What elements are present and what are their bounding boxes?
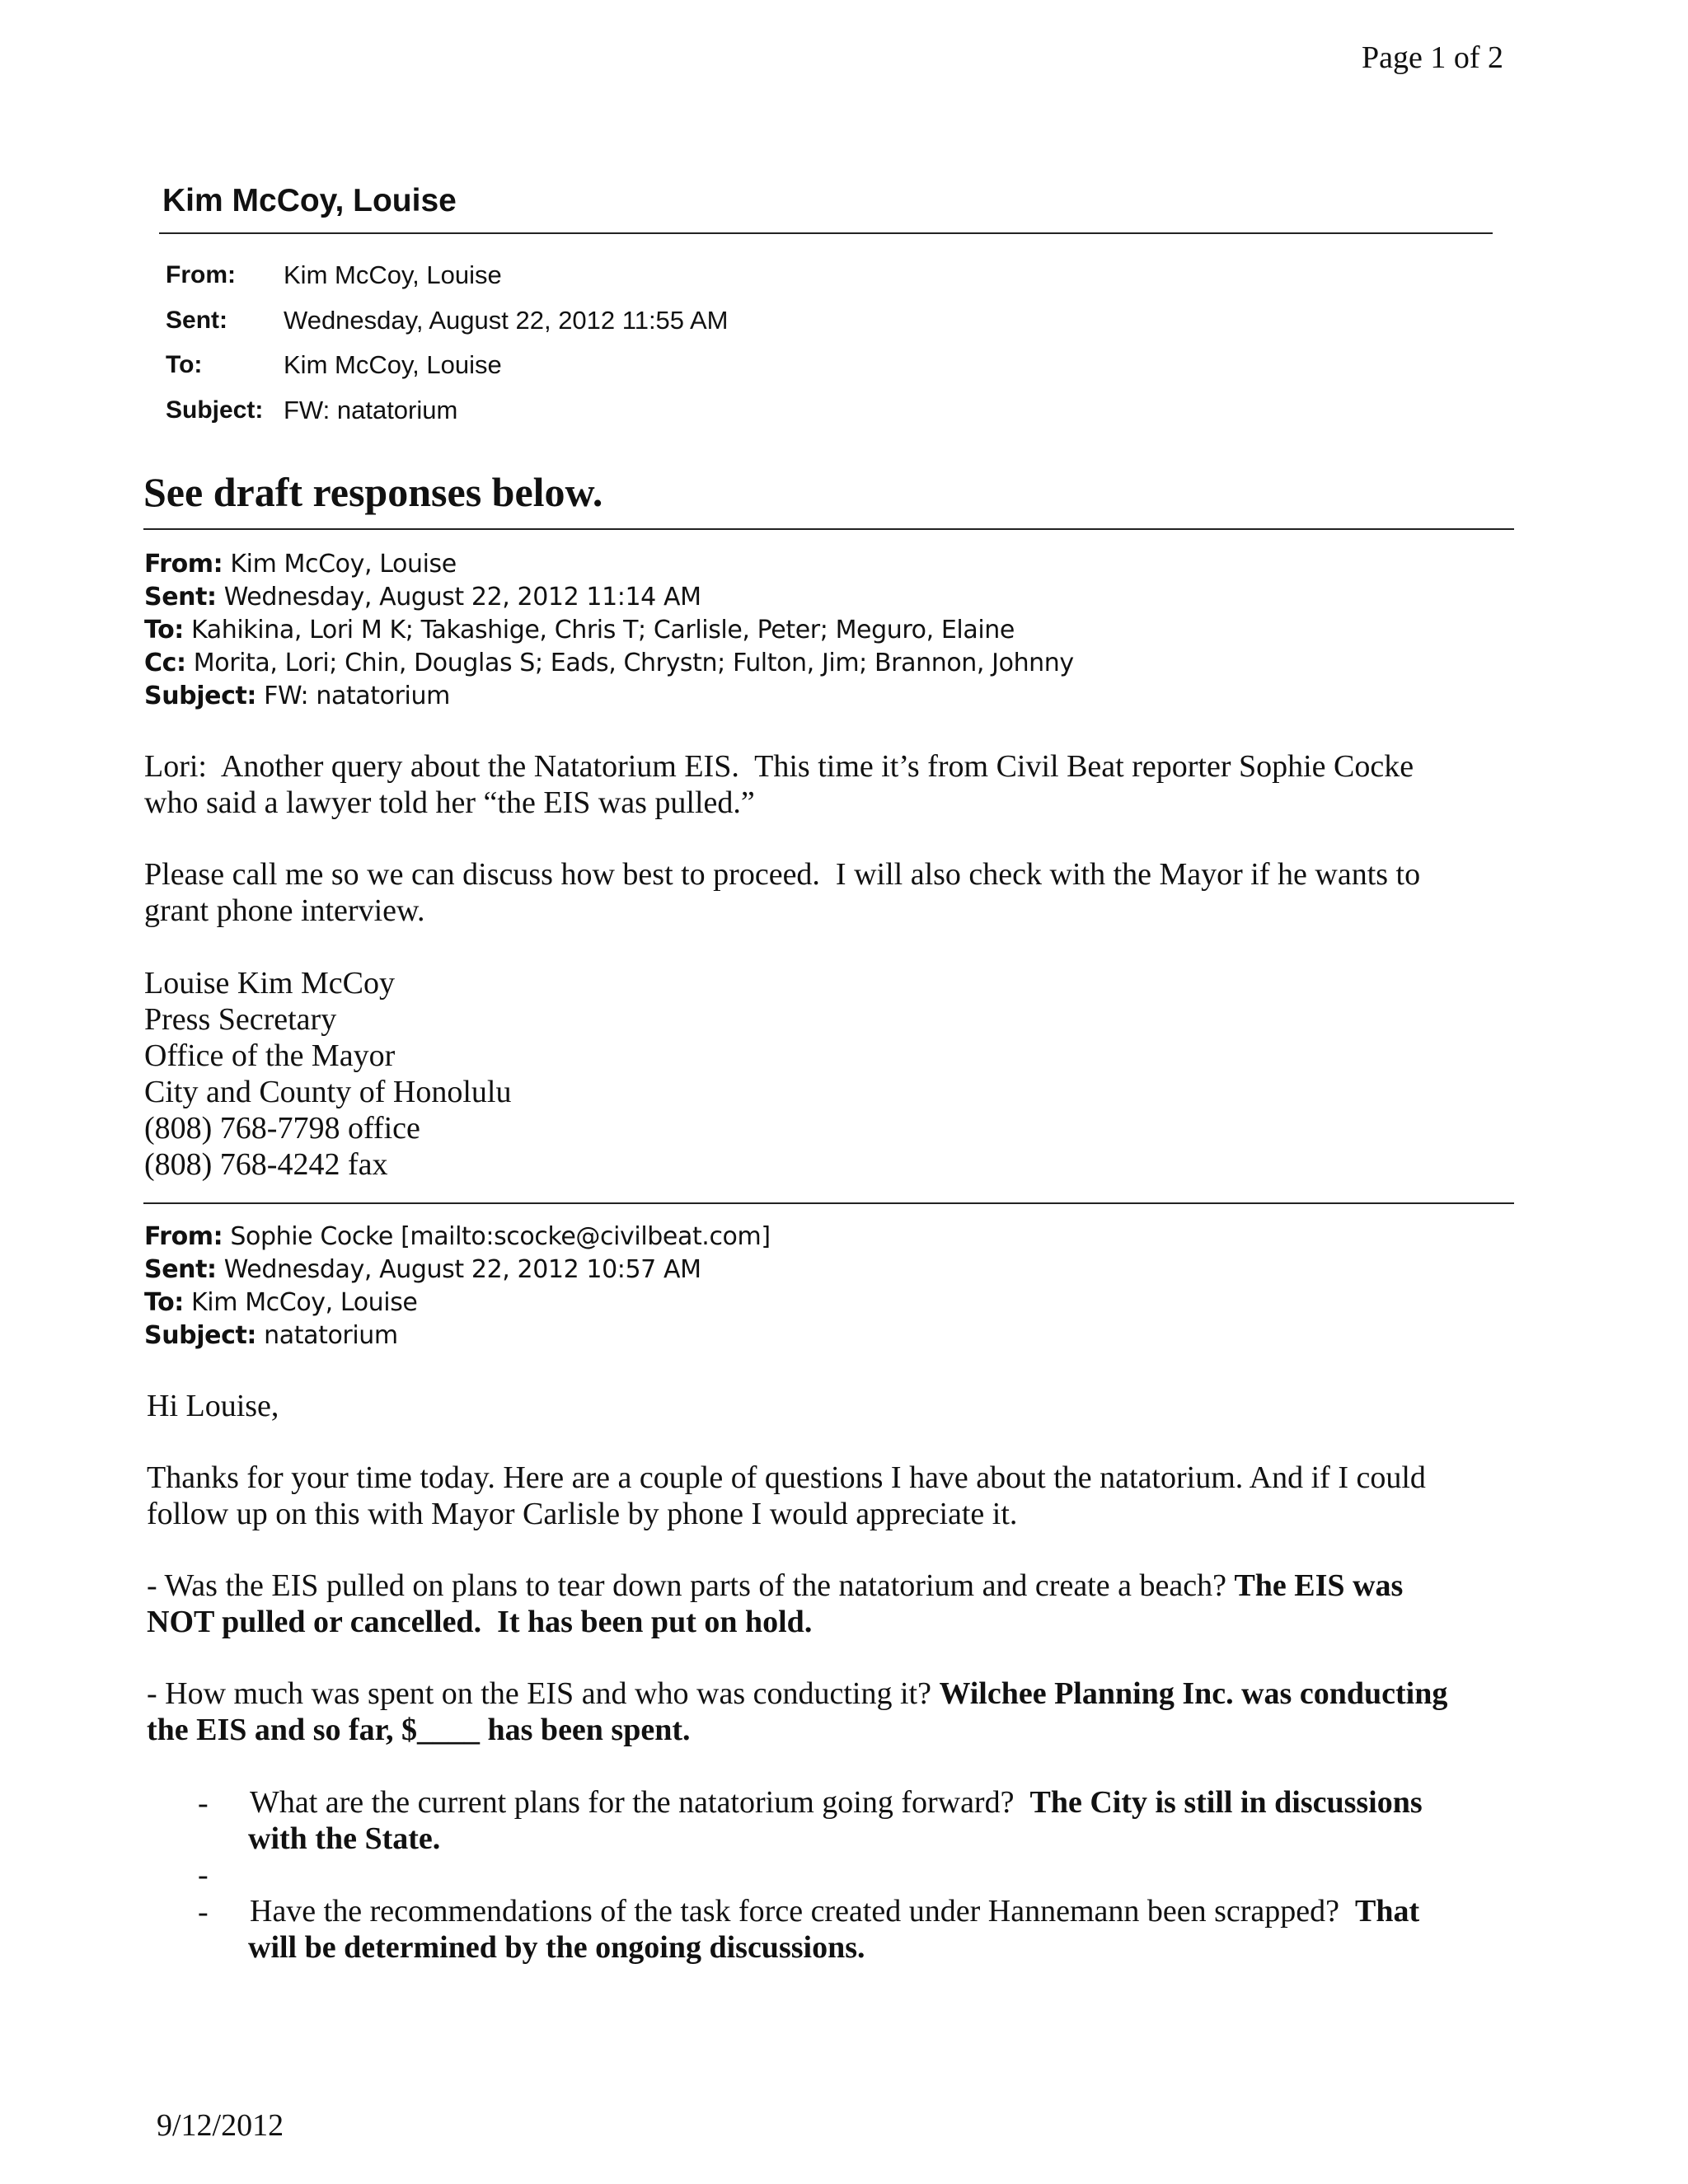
msg2-subject-value: natatorium (264, 1321, 398, 1350)
msg1-cc (144, 649, 1074, 677)
q1-answer-part1: The EIS was (1234, 1568, 1404, 1603)
draft-rule (143, 528, 1514, 530)
q3-line1 (250, 1785, 1423, 1821)
msg1-para2-line2: grant phone interview. (144, 893, 425, 928)
q2-answer-part1: Wilchee Planning Inc. was conducting (939, 1676, 1448, 1711)
q4-question: Have the recommendations of the task force created under Hannemann been scrapped? (250, 1894, 1356, 1929)
msg2-from-value: Sophie Cocke [mailto:scocke@civilbeat.com] (230, 1222, 771, 1251)
q3-question: What are the current plans for the natatorium going forward? (250, 1785, 1030, 1820)
page-number: Page 1 of 2 (1362, 40, 1504, 75)
q4-answer-part1: That (1355, 1894, 1420, 1929)
header-from-label: From: (166, 261, 236, 288)
msg2-intro-line1: Thanks for your time today. Here are a couple of questions I have about the natatorium. And if I could (147, 1460, 1426, 1495)
msg1-para1-line2: who said a lawyer told her “the EIS was pulled.” (144, 785, 755, 820)
header-sent-value: Wednesday, August 22, 2012 11:55 AM (284, 306, 729, 335)
signature-fax: (808) 768-4242 fax (144, 1147, 388, 1182)
msg1-from-value: Kim McCoy, Louise (230, 550, 457, 579)
msg1-from-label: From: (144, 550, 223, 579)
msg2-subject-label: Subject: (144, 1321, 256, 1350)
msg1-from (144, 550, 457, 579)
msg1-subject (144, 682, 450, 710)
header-subject-label: Subject: (166, 396, 264, 424)
signature-office: Office of the Mayor (144, 1038, 396, 1073)
msg2-intro-line2: follow up on this with Mayor Carlisle by phone I would appreciate it. (147, 1497, 1018, 1531)
q2-question: - How much was spent on the EIS and who was conducting it? (147, 1676, 940, 1711)
msg2-sent-label: Sent: (144, 1255, 217, 1284)
q2-answer-part2: the EIS and so far, $____ has been spent. (147, 1713, 691, 1747)
msg2-from-label: From: (144, 1222, 223, 1251)
q4-answer-part2: will be determined by the ongoing discussions. (248, 1930, 865, 1965)
signature-name: Louise Kim McCoy (144, 966, 395, 1001)
msg2-greeting: Hi Louise, (147, 1389, 279, 1423)
msg2-subject (144, 1321, 398, 1350)
q2-line1 (147, 1676, 1447, 1712)
q1-question: - Was the EIS pulled on plans to tear down parts of the natatorium and create a beach? (147, 1568, 1235, 1603)
msg2-sent (144, 1255, 701, 1284)
empty-bullet-dash: - (198, 1858, 209, 1892)
header-subject-value: FW: natatorium (284, 396, 458, 424)
msg2-to-value: Kim McCoy, Louise (191, 1288, 418, 1317)
msg1-subject-value: FW: natatorium (264, 682, 450, 710)
msg2-rule (143, 1202, 1514, 1204)
q4-dash: - (198, 1895, 209, 1929)
q3-answer-part2: with the State. (248, 1821, 441, 1856)
msg1-sent-label: Sent: (144, 583, 217, 612)
signature-city: City and County of Honolulu (144, 1075, 512, 1109)
q3-dash: - (198, 1786, 209, 1821)
signature-phone: (808) 768-7798 office (144, 1111, 420, 1146)
msg1-sent (144, 583, 701, 612)
msg1-cc-label: Cc: (144, 649, 186, 677)
header-sent-label: Sent: (166, 307, 227, 334)
msg1-to (144, 616, 1015, 644)
signature-title: Press Secretary (144, 1002, 337, 1037)
msg1-subject-label: Subject: (144, 682, 256, 710)
msg1-to-label: To: (144, 616, 184, 644)
q1-line1 (147, 1568, 1403, 1604)
msg1-sent-value: Wednesday, August 22, 2012 11:14 AM (223, 583, 701, 612)
q4-line1 (250, 1894, 1419, 1929)
msg2-to (144, 1288, 417, 1317)
q3-answer-part1: The City is still in discussions (1029, 1785, 1423, 1820)
msg1-para1-line1: Lori: Another query about the Natatorium EIS. This time it’s from Civil Beat reporter Sophie Cocke (144, 749, 1414, 784)
msg1-cc-value: Morita, Lori; Chin, Douglas S; Eads, Chrystn; Fulton, Jim; Brannon, Johnny (193, 649, 1074, 677)
msg2-from (144, 1222, 771, 1251)
print-date: 9/12/2012 (157, 2108, 284, 2143)
header-to-value: Kim McCoy, Louise (284, 350, 502, 379)
draft-heading: See draft responses below. (143, 469, 603, 515)
q1-answer-part2: NOT pulled or cancelled. It has been put on hold. (147, 1605, 813, 1639)
msg2-to-label: To: (144, 1288, 184, 1317)
header-rule (159, 232, 1493, 234)
msg2-sent-value: Wednesday, August 22, 2012 10:57 AM (223, 1255, 701, 1284)
email-header-title: Kim McCoy, Louise (162, 183, 457, 218)
msg1-para2-line1: Please call me so we can discuss how best to proceed. I will also check with the Mayor if he wants to (144, 857, 1421, 892)
msg1-to-value: Kahikina, Lori M K; Takashige, Chris T; Carlisle, Peter; Meguro, Elaine (191, 616, 1015, 644)
header-to-label: To: (166, 351, 203, 378)
header-from-value: Kim McCoy, Louise (284, 260, 502, 289)
